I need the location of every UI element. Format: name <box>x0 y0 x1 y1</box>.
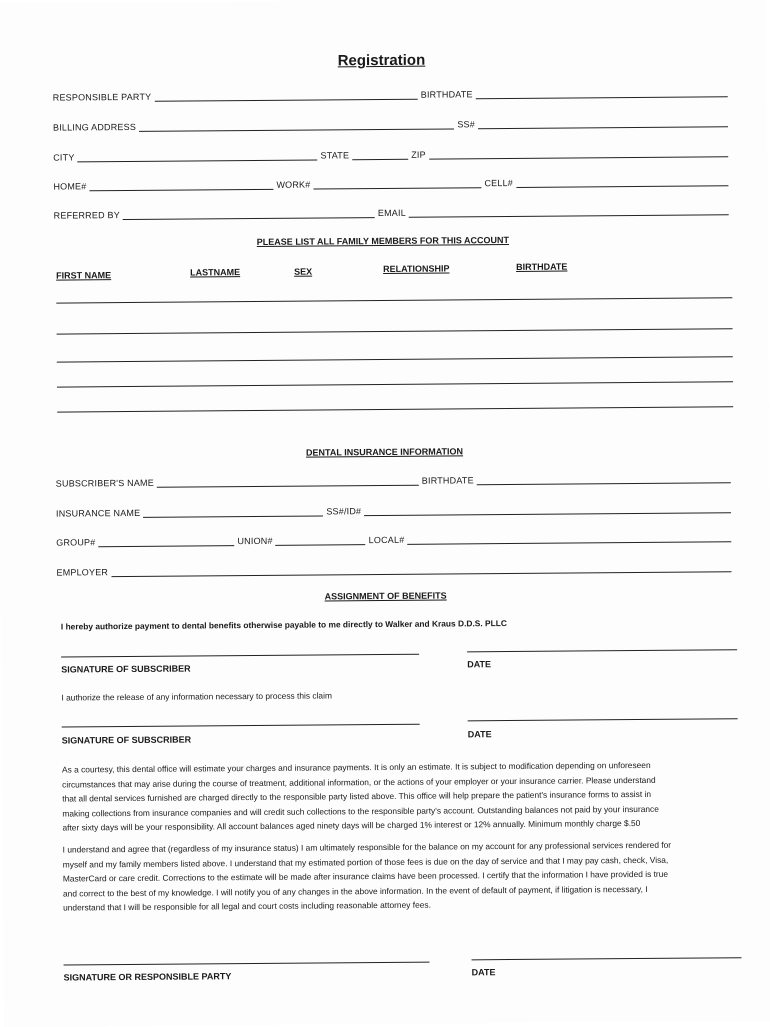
row-phones <box>53 176 731 191</box>
field-subscriber-name[interactable] <box>157 476 419 488</box>
col-birthdate: BIRTHDATE <box>516 261 568 272</box>
label-ss-id: SS#/ID# <box>326 506 362 517</box>
authorize-payment-text: I hereby authorize payment to dental benefits otherwise payable to me directly to Walker and Kraus D.D.S. PLLC <box>60 618 507 632</box>
label-city: CITY <box>53 152 75 163</box>
family-row-line[interactable] <box>57 381 733 387</box>
paragraph-line: making collections from insurance companies and will credit such collections to the responsible party's account. Outstanding balances not paid by your insurance <box>62 803 659 819</box>
date-label-1: DATE <box>467 659 492 670</box>
field-email[interactable] <box>409 205 729 218</box>
signature-line-subscriber-2[interactable] <box>62 724 420 728</box>
row-employer <box>56 562 734 577</box>
paragraph-line: after sixty days will be your responsibility. All account balances aged ninety days will be charged 1% interest or 12% annually. Minimum monthly charge $.50 <box>62 818 641 833</box>
label-email: EMAIL <box>377 207 406 219</box>
family-row-line[interactable] <box>57 328 733 334</box>
family-heading: PLEASE LIST ALL FAMILY MEMBERS FOR THIS ACCOUNT <box>256 235 510 247</box>
label-group: GROUP# <box>56 537 96 548</box>
label-birthdate: BIRTHDATE <box>420 89 473 100</box>
field-zip[interactable] <box>429 147 728 159</box>
field-birthdate[interactable] <box>476 87 728 99</box>
label-insurance-name: INSURANCE NAME <box>55 507 141 519</box>
label-home: HOME# <box>53 181 87 192</box>
field-insurance-name[interactable] <box>143 506 323 517</box>
label-state: STATE <box>320 150 350 161</box>
label-referred-by: REFERRED BY <box>53 210 120 221</box>
label-union: UNION# <box>237 535 273 547</box>
paragraph-line: As a courtesy, this dental office will estimate your charges and insurance payments. It is only an estimate. It is subject to modification depending on unforeseen <box>61 759 651 775</box>
col-relationship: RELATIONSHIP <box>383 263 450 275</box>
authorize-release-text: I authorize the release of any information necessary to process this claim <box>61 690 332 703</box>
signature-line-subscriber-1[interactable] <box>61 654 419 658</box>
field-employer[interactable] <box>111 562 731 577</box>
field-home[interactable] <box>89 180 273 191</box>
field-state[interactable] <box>352 150 408 160</box>
field-responsible-party[interactable] <box>154 90 417 102</box>
date-line-1[interactable] <box>467 649 737 652</box>
col-first-name: FIRST NAME <box>56 270 112 281</box>
family-row-line[interactable] <box>57 406 733 412</box>
insurance-heading: DENTAL INSURANCE INFORMATION <box>305 446 464 458</box>
assignment-heading: ASSIGNMENT OF BENEFITS <box>324 590 447 602</box>
signature-label-subscriber-1: SIGNATURE OF SUBSCRIBER <box>61 663 191 675</box>
field-union[interactable] <box>276 535 366 546</box>
paragraph-line: understand that I will be responsible for all legal and court costs including reasonable attorney fees. <box>63 899 431 913</box>
label-cell: CELL# <box>484 177 514 189</box>
signature-label-subscriber-2: SIGNATURE OF SUBSCRIBER <box>61 734 192 746</box>
field-city[interactable] <box>77 151 317 163</box>
date-line-final[interactable] <box>472 957 742 960</box>
label-subscriber-birthdate: BIRTHDATE <box>421 475 474 486</box>
date-label-2: DATE <box>467 729 492 740</box>
courtesy-paragraph <box>62 757 743 835</box>
field-ss[interactable] <box>478 117 728 129</box>
field-cell[interactable] <box>516 176 729 188</box>
label-local: LOCAL# <box>368 534 405 546</box>
label-employer: EMPLOYER <box>56 567 109 578</box>
agreement-paragraph <box>63 837 744 915</box>
field-ss-id[interactable] <box>364 503 731 516</box>
row-city-state-zip <box>53 147 731 162</box>
col-sex: SEX <box>294 266 313 277</box>
paragraph-line: circumstances that may arise during the course of treatment, additional information, or the actions of your employer or your insurance carrier. Please understand <box>62 774 656 790</box>
date-line-2[interactable] <box>468 718 738 721</box>
row-referred-email <box>54 205 732 220</box>
label-billing-address: BILLING ADDRESS <box>52 121 137 133</box>
signature-label-responsible: SIGNATURE OR RESPONSIBLE PARTY <box>63 971 232 983</box>
family-row-line[interactable] <box>57 356 733 362</box>
date-label-final: DATE <box>471 967 496 978</box>
family-row-line[interactable] <box>56 297 732 303</box>
paragraph-line: myself and my family members listed above. I understand that my estimated portion of those fees is due on the day of service and that I may pay cash, check, Visa, <box>62 854 669 870</box>
label-responsible-party: RESPONSIBLE PARTY <box>52 91 152 103</box>
row-group-union-local <box>56 532 734 547</box>
label-subscriber-name: SUBSCRIBER'S NAME <box>55 477 154 489</box>
row-responsible-party <box>53 87 731 102</box>
field-referred-by[interactable] <box>123 208 375 220</box>
row-subscriber <box>56 473 734 488</box>
row-insurance-name <box>56 503 734 518</box>
paragraph-line: that all dental services furnished are charged directly to the responsible party listed above. This office will help prepare the patient's insurance forms to assist in <box>62 788 652 804</box>
page-title: Registration <box>337 51 426 70</box>
field-local[interactable] <box>407 532 731 545</box>
label-ss: SS# <box>457 119 475 130</box>
field-group[interactable] <box>98 536 234 547</box>
paragraph-line: MasterCard or care credit. Corrections to the estimate will be made after insurance claims have been processed. I certify that the information I have provided is true <box>62 868 669 884</box>
label-work: WORK# <box>276 179 311 190</box>
label-zip: ZIP <box>411 149 426 160</box>
paragraph-line: I understand and agree that (regardless of my insurance status) I am ultimately responsible for the balance on my account for any professional services rendered for <box>62 839 672 855</box>
signature-line-responsible[interactable] <box>64 962 430 966</box>
field-subscriber-birthdate[interactable] <box>477 473 731 485</box>
field-work[interactable] <box>313 178 481 189</box>
row-billing-address <box>53 117 731 132</box>
field-billing-address[interactable] <box>139 119 454 131</box>
paragraph-line: and correct to the best of my knowledge. I will notify you of any changes in the above information. In the event of default of payment, if litigation is necessary, I <box>62 883 648 899</box>
col-last-name: LASTNAME <box>190 267 241 278</box>
